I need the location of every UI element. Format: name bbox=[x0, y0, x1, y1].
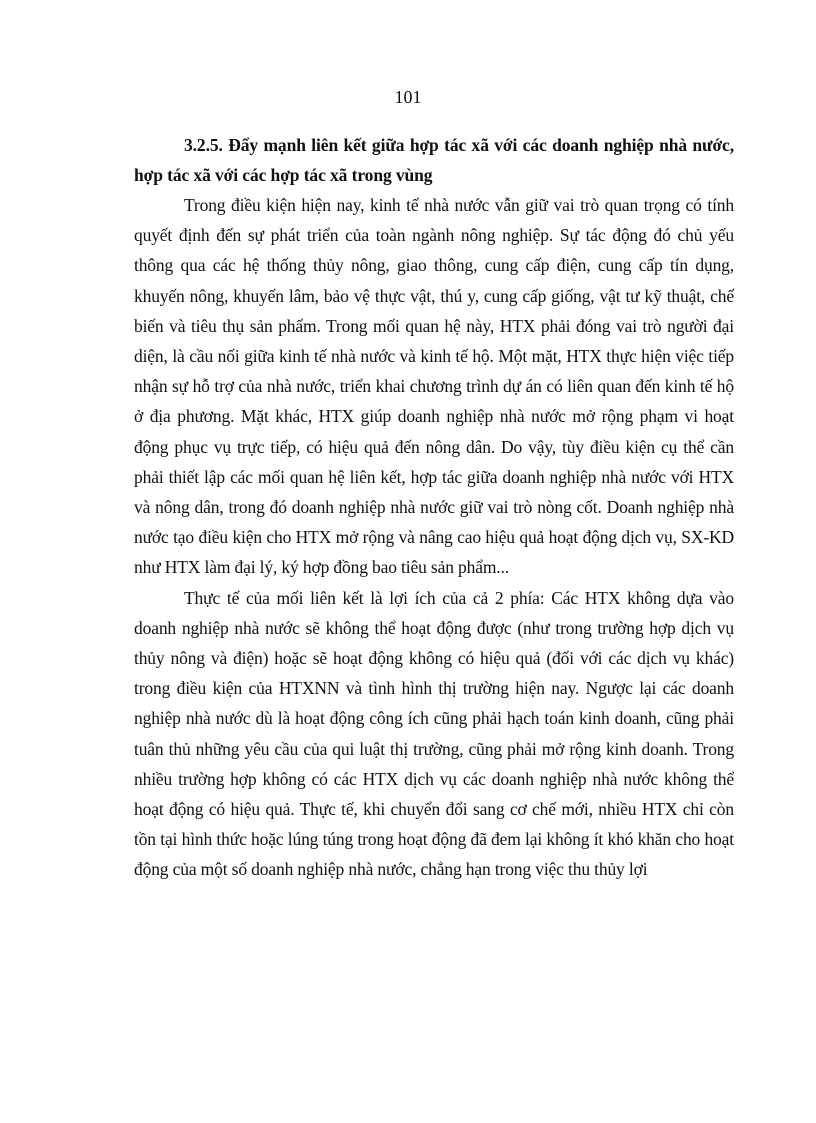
page-number: 101 bbox=[394, 87, 422, 107]
section-heading: 3.2.5. Đẩy mạnh liên kết giữa hợp tác xã với các doanh nghiệp nhà nước, hợp tác xã với các hợp tác xã trong vùng bbox=[134, 135, 734, 185]
paragraph-2: Thực tế của mối liên kết là lợi ích của cả 2 phía: Các HTX không dựa vào doanh nghiệp nhà nước sẽ không thể hoạt động được (như trong trường hợp dịch vụ thủy nông và điện) hoặc sẽ hoạt động không có hiệu quả (đối với các dịch vụ khác) trong điều kiện của HTXNN và tình hình thị trường hiện nay. Ngược lại các doanh nghiệp nhà nước dù là hoạt động công ích cũng phải hạch toán kinh doanh, cũng phải tuân thủ những yêu cầu của qui luật thị trường, cũng phải mở rộng kinh doanh. Trong nhiều trường hợp không có các HTX dịch vụ các doanh nghiệp nhà nước không thể hoạt động có hiệu quả. Thực tế, khi chuyển đổi sang cơ chế mới, nhiều HTX chỉ còn tồn tại hình thức hoặc lúng túng trong hoạt động đã đem lại không ít khó khăn cho hoạt động của một số doanh nghiệp nhà nước, chẳng hạn trong việc thu thủy lợi bbox=[134, 587, 734, 880]
document-body bbox=[134, 130, 734, 885]
paragraph-1: Trong điều kiện hiện nay, kinh tế nhà nước vẫn giữ vai trò quan trọng có tính quyết định đến sự phát triển của toàn ngành nông nghiệp. Sự tác động đó chủ yếu thông qua các hệ thống thủy nông, giao thông, cung cấp điện, cung cấp tín dụng, khuyến nông, khuyến lâm, bảo vệ thực vật, thú y, cung cấp giống, vật tư kỹ thuật, chế biến và tiêu thụ sản phẩm. Trong mối quan hệ này, HTX phải đóng vai trò người đại diện, là cầu nối giữa kinh tế nhà nước và kinh tế hộ. Một mặt, HTX thực hiện việc tiếp nhận sự hỗ trợ của nhà nước, triển khai chương trình dự án có liên quan đến kinh tế hộ ở địa phương. Mặt khác, HTX giúp doanh nghiệp nhà nước mở rộng phạm vi hoạt động phục vụ trực tiếp, có hiệu quả đến nông dân. Do vậy, tùy điều kiện cụ thể cần phải thiết lập các mối quan hệ liên kết, hợp tác giữa doanh nghiệp nhà nước với HTX và nông dân, trong đó doanh nghiệp nhà nước giữ vai trò nòng cốt. Doanh nghiệp nhà nước tạo điều kiện cho HTX mở rộng và nâng cao hiệu quả hoạt động dịch vụ, SX-KD như HTX làm đại lý, ký hợp đồng bao tiêu sản phẩm... bbox=[134, 195, 734, 578]
